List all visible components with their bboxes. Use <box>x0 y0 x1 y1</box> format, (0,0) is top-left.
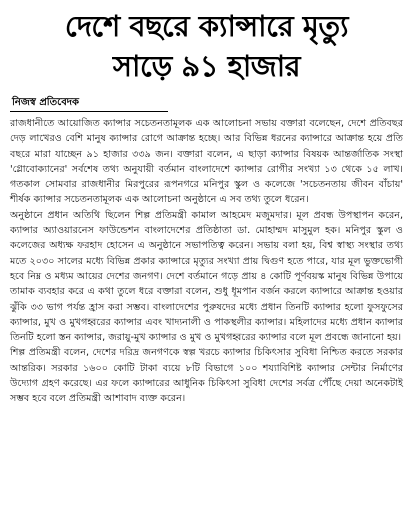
headline-line-1: দেশে বছরে ক্যান্সারে মৃত্যু <box>64 9 349 43</box>
article-body <box>10 116 403 407</box>
headline <box>6 6 407 86</box>
byline-rule <box>10 111 168 112</box>
byline: নিজস্ব প্রতিবেদক <box>12 97 80 108</box>
headline-line-2: সাড়ে ৯১ হাজার <box>112 49 301 83</box>
paragraph-2: অনুষ্ঠানে প্রধান অতিথি ছিলেন শিল্প প্রতিমন্ত্রী কামাল আহমেদ মজুমদার। মূল প্রবন্ধ উপস্থাপন করেন, ক্যান্সার অ্যাওয়ারনেস ফাউন্ডেশন বাংলাদেশের প্রতিষ্ঠাতা ডা. মোহাম্মদ মাসুমুল হক। মনিপুর স্কুল ও কলেজের অধ্যক্ষ ফরহাদ হোসেন এ অনুষ্ঠানে সভাপতিত্ব করেন। সভায় বলা হয়, বিশ্ব স্বাস্থ্য সংস্থার তথ্য মতে ২০৩০ সালের মধ্যে বিভিন্ন প্রকার ক্যান্সারে মৃত্যুর সংখ্যা প্রায় দ্বিগুণ হতে পারে, যার মূল ভুক্তভোগী হবে নিম্ন ও মধ্যম আয়ের দেশের জনগণ। দেশে বর্তমানে গড়ে প্রায় ৪ কোটি পূর্ণবয়স্ক মানুষ বিভিন্ন উপায়ে তামাক ব্যবহার করে এ কথা তুলে ধরে বক্তারা বলেন, শুধু ধূমপান বর্জন করলে ক্যান্সারে আক্রান্ত হওয়ার ঝুঁকি ৩৩ ভাগ পর্যন্ত হ্রাস করা সম্ভব। বাংলাদেশের পুরুষদের মধ্যে প্রধান তিনটি ক্যান্সার হলো ফুসফুসের ক্যান্সার, মুখ ও মুখগহ্বরের ক্যান্সার এবং খাদ্যনালী ও পাকস্থলীর ক্যান্সার। মহিলাদের মধ্যে প্রধান ক্যান্সার তিনটি হলো স্তন ক্যান্সার, জরায়ু-মুখ ক্যান্সার ও মুখ ও মুখগহ্বরের ক্যান্সার বলে মূল প্রবন্ধে জানানো হয়। <box>10 209 403 344</box>
paragraph-3: শিল্প প্রতিমন্ত্রী বলেন, দেশের দরিদ্র জনগণকে স্বল্প খরচে ক্যান্সার চিকিৎসার সুবিধা নিশ্চিত করতে সরকার আন্তরিক। সরকার ১৬০০ কোটি টাকা ব্যয়ে ৮টি বিভাগে ১০০ শয্যাবিশিষ্ট ক্যান্সার সেন্টার নির্মাণের উদ্যোগ গ্রহণ করেছে। এর ফলে ক্যান্সারের আধুনিক চিকিৎসা সুবিধা দেশের সর্বত্র পৌঁছে দেয়া অনেকটাই সম্ভব হবে বলে প্রতিমন্ত্রী আশাবাদ ব্যক্ত করেন। <box>10 347 403 405</box>
paragraph-1: রাজধানীতে আয়োজিত ক্যান্সার সচেতনতামূলক এক আলোচনা সভায় বক্তারা বলেছেন, দেশে প্রতিবছর দেড় লাখেরও বেশি মানুষ ক্যান্সার রোগে আক্রান্ত হচ্ছে। আর বিভিন্ন ধরনের ক্যান্সারে আক্রান্ত হয়ে প্রতি বছরে মারা যাচ্ছেন ৯১ হাজার ৩৩৯ জন। বক্তারা বলেন, এ ছাড়া ক্যান্সার বিষয়ক আন্তর্জাতিক সংস্থা 'গ্লোবোক্যানের' সর্বশেষ তথ্য অনুযায়ী বর্তমান বাংলাদেশে ক্যান্সার রোগীর সংখ্যা ১৩ থেকে ১৫ লাখ। গতকাল সোমবার রাজধানীর মিরপুরের রূপনগরে মনিপুর স্কুল ও কলেজে 'সচেতনতায় জীবন বাঁচায়' শীর্ষক ক্যান্সার সচেতনতামূলক এক আলোচনা অনুষ্ঠানে এ সব তথ্য তুলে ধরেন। <box>10 118 403 206</box>
